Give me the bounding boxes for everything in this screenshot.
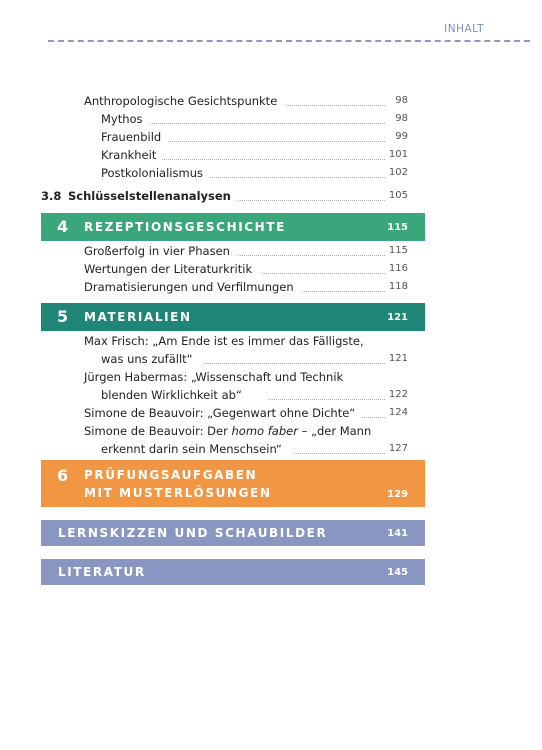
toc-entry-postkolonialismus[interactable] <box>0 164 425 182</box>
chapter-number: 5 <box>57 307 69 326</box>
section-title: LITERATUR <box>58 565 146 579</box>
dot-leader <box>286 105 385 106</box>
toc-entry-text: Anthropologische Gesichtspunkte <box>84 94 278 108</box>
toc-entry-frisch[interactable] <box>0 332 425 350</box>
toc-entry-krankheit[interactable] <box>0 146 425 164</box>
toc-entry-wertungen[interactable] <box>0 260 425 278</box>
dot-leader <box>268 399 385 400</box>
dot-leader <box>362 417 385 418</box>
dot-leader <box>262 273 385 274</box>
toc-entry-3-8[interactable] <box>0 187 425 205</box>
section-title: LERNSKIZZEN UND SCHAUBILDER <box>58 526 328 540</box>
dot-leader <box>238 200 385 201</box>
dot-leader <box>238 255 385 256</box>
toc-page-number: 121 <box>388 353 408 364</box>
toc-entry-frauenbild[interactable] <box>0 128 425 146</box>
toc-page-number: 118 <box>388 281 408 292</box>
section-page-number: 141 <box>387 528 408 539</box>
toc-entry-habermas[interactable] <box>0 368 425 386</box>
toc-entry-text: Krankheit <box>101 148 157 162</box>
toc-entry-beauvoir-2[interactable] <box>0 422 425 440</box>
toc-entry-text: Wertungen der Literaturkritik <box>84 262 253 276</box>
literatur-band[interactable] <box>41 559 425 585</box>
dot-leader <box>302 291 385 292</box>
toc-page-number: 116 <box>388 263 408 274</box>
section-number: 3.8 <box>41 189 62 203</box>
toc-entry-text <box>84 422 371 440</box>
dot-leader <box>204 363 385 364</box>
toc-entry-text: Simone de Beauvoir: „Gegenwart ohne Dichte“ <box>84 406 356 420</box>
toc-entry-text: Postkolonialismus <box>101 166 203 180</box>
toc-page-number: 98 <box>395 113 408 124</box>
toc-page-number: 101 <box>388 149 408 160</box>
toc-entry-text: Max Frisch: „Am Ende ist es immer das Fälligste, <box>84 334 364 348</box>
chapter-title-line-1: PRÜFUNGSAUFGABEN <box>84 468 258 482</box>
toc-page-number: 122 <box>388 389 408 400</box>
toc-page-number: 98 <box>395 95 408 106</box>
toc-entry-text: Schlüsselstellenanalysen <box>68 189 231 203</box>
toc-page-number: 105 <box>388 190 408 201</box>
toc-entry-dramatisierungen[interactable] <box>0 278 425 296</box>
toc-entry-text-continued: was uns zufällt“ <box>101 352 193 366</box>
toc-entry-text-part: – „der Mann <box>297 424 372 438</box>
toc-entry-text-italic: homo faber <box>231 424 298 438</box>
toc-entry-anthropologie[interactable] <box>0 92 425 110</box>
toc-entry-text: Jürgen Habermas: „Wissenschaft und Technik <box>84 370 344 384</box>
dot-leader <box>168 141 385 142</box>
toc-page-number: 102 <box>388 167 408 178</box>
lernskizzen-band[interactable] <box>41 520 425 546</box>
section-page-number: 145 <box>387 567 408 578</box>
toc-entry-text: Dramatisierungen und Verfilmungen <box>84 280 294 294</box>
chapter-title: REZEPTIONSGESCHICHTE <box>84 220 286 234</box>
chapter-page-number: 129 <box>387 489 408 500</box>
toc-entry-grosserfolg[interactable] <box>0 242 425 260</box>
dot-leader <box>162 159 385 160</box>
toc-entry-beauvoir-2-continued[interactable] <box>0 440 425 458</box>
header-dashed-rule <box>48 40 530 42</box>
dot-leader <box>210 177 385 178</box>
chapter-number: 6 <box>57 466 69 485</box>
chapter-number: 4 <box>57 217 69 236</box>
toc-entry-text: Mythos <box>101 112 143 126</box>
toc-entry-mythos[interactable] <box>0 110 425 128</box>
chapter-5-band[interactable] <box>41 303 425 331</box>
chapter-4-band[interactable] <box>41 213 425 241</box>
toc-entry-habermas-continued[interactable] <box>0 386 425 404</box>
toc-entry-frisch-continued[interactable] <box>0 350 425 368</box>
toc-entry-text-part: Simone de Beauvoir: Der <box>84 424 232 438</box>
dot-leader <box>294 453 385 454</box>
chapter-title: MATERIALIEN <box>84 310 192 324</box>
toc-page-number: 115 <box>388 245 408 256</box>
header-label: INHALT <box>444 23 484 35</box>
chapter-6-band[interactable] <box>41 460 425 507</box>
toc-entry-text: Frauenbild <box>101 130 162 144</box>
toc-entry-text-continued: blenden Wirklichkeit ab“ <box>101 388 242 402</box>
toc-entry-text-continued: erkennt darin sein Menschsein“ <box>101 442 282 456</box>
toc-page-number: 127 <box>388 443 408 454</box>
toc-entry-beauvoir-1[interactable] <box>0 404 425 422</box>
chapter-page-number: 115 <box>387 222 408 233</box>
chapter-page-number: 121 <box>387 312 408 323</box>
toc-entry-text: Großerfolg in vier Phasen <box>84 244 230 258</box>
toc-page-number: 124 <box>388 407 408 418</box>
toc-page-number: 99 <box>395 131 408 142</box>
chapter-title-line-2: MIT MUSTERLÖSUNGEN <box>84 486 272 500</box>
dot-leader <box>150 123 385 124</box>
